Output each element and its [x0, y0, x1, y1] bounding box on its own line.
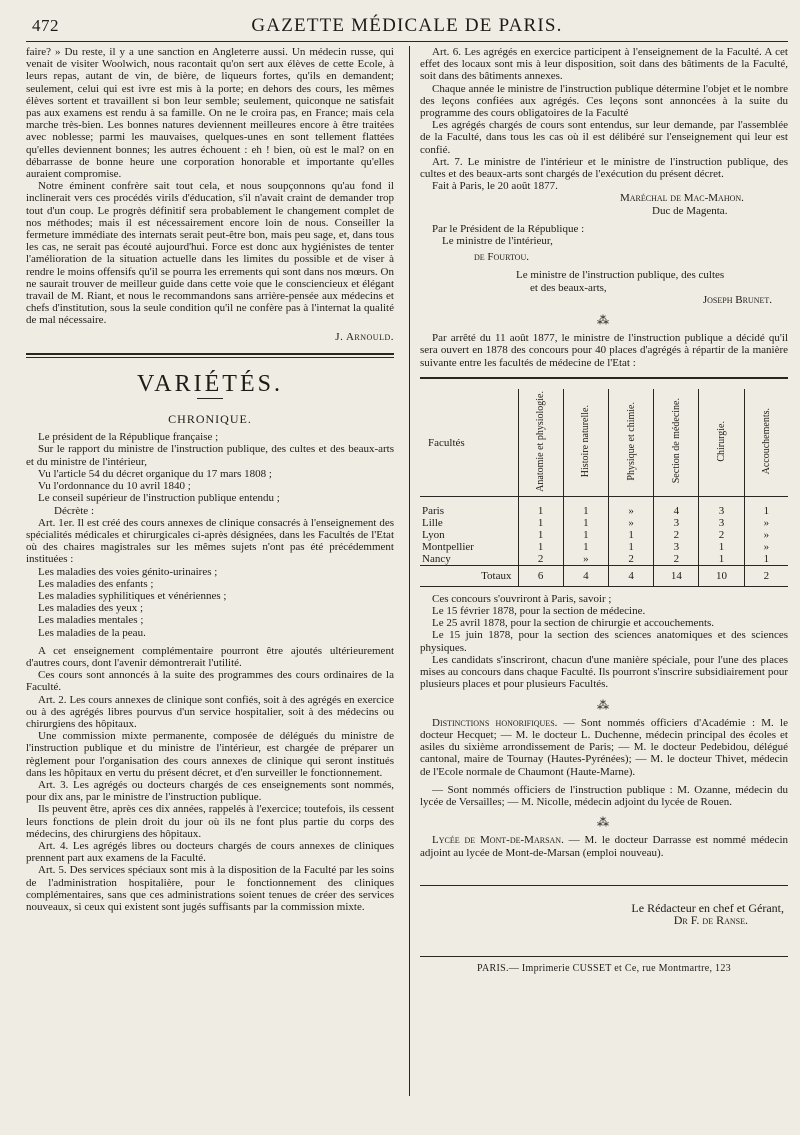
table-cell: 3	[654, 517, 699, 529]
section-divider	[26, 353, 394, 355]
total-cell: 10	[699, 565, 744, 586]
concours-intro: Ces concours s'ouvriront à Paris, savoir ;	[432, 592, 612, 605]
table-row	[420, 553, 788, 566]
footer-rule	[420, 885, 788, 896]
table-cell: 3	[699, 517, 744, 529]
concours-line-1: Le 15 février 1878, pour la section de médecine.	[432, 605, 646, 618]
article-7: Art. 7. Le ministre de l'intérieur et le ministre de l'instruction publique, des cultes et des beaux-arts sont chargés de l'exécution du présent décret.	[420, 155, 788, 181]
table-cell: 1	[608, 529, 653, 541]
officiers-paragraph: — Sont nommés officiers de l'instruction publique : M. Ozanne, médecin du lycée de Versailles; — M. Nicolle, médecin adjoint du lycée de Rouen.	[420, 783, 788, 808]
total-cell: 14	[654, 565, 699, 586]
disease-1: Les maladies des voies génito-urinaires ;	[38, 565, 218, 578]
joseph-brunet-signature: Joseph Brunet.	[702, 293, 772, 306]
disease-5: Les maladies mentales ;	[38, 614, 144, 627]
marshal-line-2: Duc de Magenta.	[652, 204, 728, 217]
decree-line-5: Le conseil supérieur de l'instruction publique entendu ;	[38, 492, 280, 505]
arrete-paragraph: Par arrêté du 11 août 1877, le ministre de l'instruction publique a décidé qu'il sera ouvert en 1878 des concours pour 40 places d'agrégés à répartir de la manière suivante entre les facultés de médecine de l'Etat :	[420, 332, 788, 369]
decree-line-2: Sur le rapport du ministre de l'instruction publique, des cultes et des beaux-arts et du ministre de l'intérieur,	[26, 443, 394, 468]
table-header-accouchements: Accouchements.	[744, 389, 788, 497]
redacteur-line-2: Dr F. de Ranse.	[673, 912, 748, 927]
disease-4: Les maladies des yeux ;	[38, 602, 144, 615]
imprint-rule	[420, 956, 788, 957]
reappel-paragraph: Ils peuvent être, après ces dix années, rappelés à l'exercice; toutefois, ils cessent leurs fonctions de plein droit du jour où ils ne font plus partie du corps des médecins, des chirurgiens des hôpitaux.	[26, 803, 394, 840]
row-name: Montpellier	[422, 540, 474, 553]
table-cell: 1	[699, 541, 744, 553]
table-cell: »	[608, 505, 653, 517]
table-cell: 1	[518, 541, 563, 553]
title-rule	[197, 398, 223, 399]
table-cell: 3	[699, 505, 744, 517]
disease-6: Les maladies de la peau.	[38, 626, 146, 639]
table-cell: 1	[563, 541, 608, 553]
table-cell: »	[744, 529, 788, 541]
asterism-2: ⁂	[597, 697, 611, 712]
annual-paragraph: Chaque année le ministre de l'instruction publique détermine l'objet et le nombre des leçons confiées aux agrégés. Ces leçons sont annoncées à la suite du programme des cours obligatoires de la Faculté	[420, 82, 788, 120]
table-cell: 2	[518, 553, 563, 566]
table-cell: 1	[563, 517, 608, 529]
page-number: 472	[32, 16, 59, 35]
table-cell: 1	[518, 529, 563, 541]
total-cell: 2	[744, 565, 788, 586]
courses-paragraph: Ces cours sont annoncés à la suite des programmes des cours ordinaires de la Faculté.	[26, 669, 394, 694]
running-title: GAZETTE MÉDICALE DE PARIS.	[251, 15, 563, 36]
table-header-medecine: Section de médecine.	[654, 389, 699, 497]
article-5: Art. 5. Des services spéciaux sont mis à la disposition de la Faculté par les soins de l'administration hospitalière, pour le fonctionnement des cliniques complémentaires, sans que ces administrations soient tenues de créer des services nouveaux, si ceux qui existent sont jugés suffisants par la commission mixte.	[26, 864, 394, 913]
totals-label: Totaux	[420, 565, 518, 586]
agreges-paragraph: Les agrégés chargés de cours sont entendus, sur leur demande, par l'assemblée de la Faculté, dans tous les cas où il est délibéré sur l'enseignement qui leur est confié.	[420, 119, 788, 156]
disease-3: Les maladies syphilitiques et vénériennes ;	[38, 589, 227, 602]
instruction-minister-line-2: et des beaux-arts,	[530, 281, 607, 294]
asterism-3: ⁂	[597, 815, 611, 830]
table-row	[420, 517, 788, 529]
table-cell: 1	[563, 505, 608, 517]
row-name: Nancy	[422, 552, 451, 565]
table-header-physique: Physique et chimie.	[608, 389, 653, 497]
article-3: Art. 3. Les agrégés ou docteurs chargés de ces enseignements sont nommés, pour dix ans, par le ministre de l'instruction publique.	[26, 778, 394, 804]
table-header-chirurgie: Chirurgie.	[699, 389, 744, 497]
chronique-title: CHRONIQUE.	[168, 412, 252, 427]
decree-line-1: Le président de la République française ;	[38, 431, 219, 444]
table-cell: »	[744, 541, 788, 553]
concours-line-3: Le 15 juin 1878, pour la section des sciences anatomiques et des sciences physiques.	[420, 629, 788, 654]
table-cell: 1	[518, 517, 563, 529]
table-cell: »	[563, 553, 608, 566]
column-rule	[409, 46, 410, 1096]
arnould-signature: J. Arnould.	[335, 330, 394, 343]
total-cell: 4	[608, 565, 653, 586]
asterism-1: ⁂	[597, 313, 611, 328]
lycee-text: — M. le docteur Darrasse est nommé médecin adjoint au lycée de Mont-de-Marsan (emploi nouveau).	[420, 834, 788, 859]
table-totals-row	[420, 565, 788, 586]
table-cell: 2	[654, 529, 699, 541]
right-column	[420, 46, 788, 1116]
table-header-row	[420, 389, 788, 497]
concours-line-2: Le 25 avril 1878, pour la section de chirurgie et accouchements.	[432, 617, 715, 630]
places-table	[420, 389, 788, 587]
row-name: Paris	[422, 504, 444, 517]
article-4: Art. 4. Les agrégés libres ou docteurs chargés de cours annexes de cliniques prennent part aux examens de la Faculté.	[26, 839, 394, 865]
distinctions-label: Distinctions honorifiques.	[432, 716, 558, 729]
table-cell: 1	[608, 541, 653, 553]
table-cell: 1	[744, 505, 788, 517]
total-cell: 6	[518, 565, 563, 586]
decrete-line: Décrète :	[54, 504, 94, 517]
interior-minister-line: Le ministre de l'intérieur,	[442, 235, 553, 248]
left-column	[26, 46, 394, 1116]
article-6: Art. 6. Les agrégés en exercice participent à l'enseignement de la Faculté. A cet effet des locaux sont mis à leur disposition, soit dans des bâtiments de la Faculté, soit dans des bâtiments annexes.	[420, 46, 788, 83]
redacteur-line-1: Le Rédacteur en chef et Gérant,	[631, 900, 784, 915]
varietes-title: VARIÉTÉS.	[137, 370, 283, 397]
columns	[26, 46, 788, 1116]
article-2: Art. 2. Les cours annexes de clinique sont confiés, soit à des agrégés en exercice ou à des agrégés libres pourvus d'un service hospitalier, soit à des médecins ou chirurgiens des hôpitaux.	[26, 693, 394, 730]
table-top-rule	[420, 377, 788, 379]
table-header-histoire: Histoire naturelle.	[563, 389, 608, 497]
table-row	[420, 505, 788, 517]
table-row	[420, 541, 788, 553]
section-divider-thin	[26, 357, 394, 358]
table-header-anatomie: Anatomie et physiologie.	[518, 389, 563, 497]
table-cell: 1	[699, 553, 744, 566]
de-fourtou-signature: de Fourtou.	[474, 251, 529, 264]
decree-line-4: Vu l'ordonnance du 10 avril 1840 ;	[38, 480, 191, 493]
decree-line-3: Vu l'article 54 du décret organique du 17 mars 1808 ;	[38, 467, 272, 480]
total-cell: 4	[563, 565, 608, 586]
lycee-label: Lycée de Mont-de-Marsan.	[432, 834, 564, 847]
intro-paragraph: faire? » Du reste, il y a une sanction en Angleterre aussi. Un médecin russe, qui venait de visiter Woolwich, nous racontait qu'on sert aux élèves de cette Ecole, à leurs repas, autant de vin, de bière, de liqueurs fortes, qu'ils en demandent; seulement, celui qui est ivre est mis à la porte; en dehors des cours, les mêmes élèves sortent et travaillent si bon leur semble; seulement, quiconque ne satisfait pas aux examens est rendu à sa famille. On ne le croira pas, en France; mais cela marche très-bien. Les bonnes natures deviennent meilleures encore à être traitées avec noblesse; parmi les mauvaises, quelques-unes en sont tellement flattées qu'elles deviennent bonnes; les autres échouent : eh ! bien, où est le mal? on en débarrasse de bonne heure une corporation honorable et importante qu'elles auraient compromise.	[26, 46, 394, 181]
candidats-paragraph: Les candidats s'inscriront, chacun d'une manière spéciale, pour l'une des places mises au concours dans chaque Faculté. Ils pourront s'inscrire subsidiairement pour plusieurs places et pour plusieurs Facultés.	[420, 653, 788, 691]
arnould-paragraph: Notre éminent confrère sait tout cela, et nous soupçonnons qu'au fond il inclinerait vers ces procédés virils d'éducation, s'il n'avait craint de demander trop tout d'un coup. Le progrès définitif sera probablement le changement complet de nos méthodes; mais il est nécessairement encore loin de nous. Conseiller la fermeture immédiate des internats serait peut-être bon, mais peu sage, et, dans tous les cas, ne serait pas écouté aujourd'hui. Force est donc aux hygiénistes de tenter l'amélioration de la situation actuelle dans les limites du possible et de viser à rendre le moins offensifs qu'il se pourra les errements qui sont dans nos mœurs. On ne saurait trouver de meilleur guide dans cette voie que le consciencieux et élégant travail de M. Riant, et nous le recommandons sans arrière-pensée aux médecins et chefs d'institution, sous la seule condition qu'il ne confère pas à l'internat la qualité de mal nécessaire.	[26, 180, 394, 327]
table-cell: 4	[654, 505, 699, 517]
disease-2: Les maladies des enfants ;	[38, 577, 154, 590]
table-cell: 3	[654, 541, 699, 553]
imprint-line: PARIS.— Imprimerie CUSSET et Ce, rue Montmartre, 123	[477, 963, 731, 975]
distinctions-paragraph	[420, 717, 788, 778]
table-cell: 2	[699, 529, 744, 541]
marshal-line-1: Maréchal de Mac-Mahon.	[620, 192, 744, 205]
instruction-minister-line-1: Le ministre de l'instruction publique, des cultes	[516, 269, 725, 282]
table-cell: 1	[518, 505, 563, 517]
table-header-facultes: Facultés	[420, 389, 518, 497]
table-cell: 1	[744, 553, 788, 566]
date-line: Fait à Paris, le 20 août 1877.	[432, 180, 558, 193]
table-cell: 2	[654, 553, 699, 566]
lycee-paragraph	[420, 834, 788, 858]
president-line: Par le Président de la République :	[432, 222, 585, 235]
table-cell: 2	[608, 553, 653, 566]
row-name: Lyon	[422, 528, 445, 541]
page-header	[26, 14, 788, 42]
article-1: Art. 1er. Il est créé des cours annexes de clinique consacrés à l'enseignement des spécialités médicales et chirurgicales ci-après désignées, dans les Facultés de l'Etat où des chaires magistrales sur les mêmes sujets n'ont pas été précédemment instituées :	[26, 516, 394, 566]
addition-paragraph: A cet enseignement complémentaire pourront être ajoutés ultérieurement d'autres cours, dont l'avenir démontrerait l'utilité.	[26, 644, 394, 669]
distinctions-text: — Sont nommés officiers d'Académie : M. le docteur Hecquet; — M. le docteur L. Duchenne, médecin principal des écoles et asiles du sixième arrondissement de Paris; — M. le docteur Pedebidou, délégué cantonal, maire de Tournay (Hautes-Pyrénées); — M. le docteur Thivet, médecin de l'Ecole normale de Chaumont (Haute-Marne).	[420, 716, 788, 778]
table-cell: »	[744, 517, 788, 529]
table-cell: »	[608, 517, 653, 529]
row-name: Lille	[422, 516, 443, 529]
table-row	[420, 529, 788, 541]
table-cell: 1	[563, 529, 608, 541]
commission-paragraph: Une commission mixte permanente, composée de délégués du ministre de l'instruction publique et du ministre de l'intérieur, est chargée de préparer un règlement pour l'organisation des cours annexes de clinique qui seront institués dans les hôpitaux en vertu du présent décret, et d'en surveiller le fonctionnement.	[26, 730, 394, 779]
